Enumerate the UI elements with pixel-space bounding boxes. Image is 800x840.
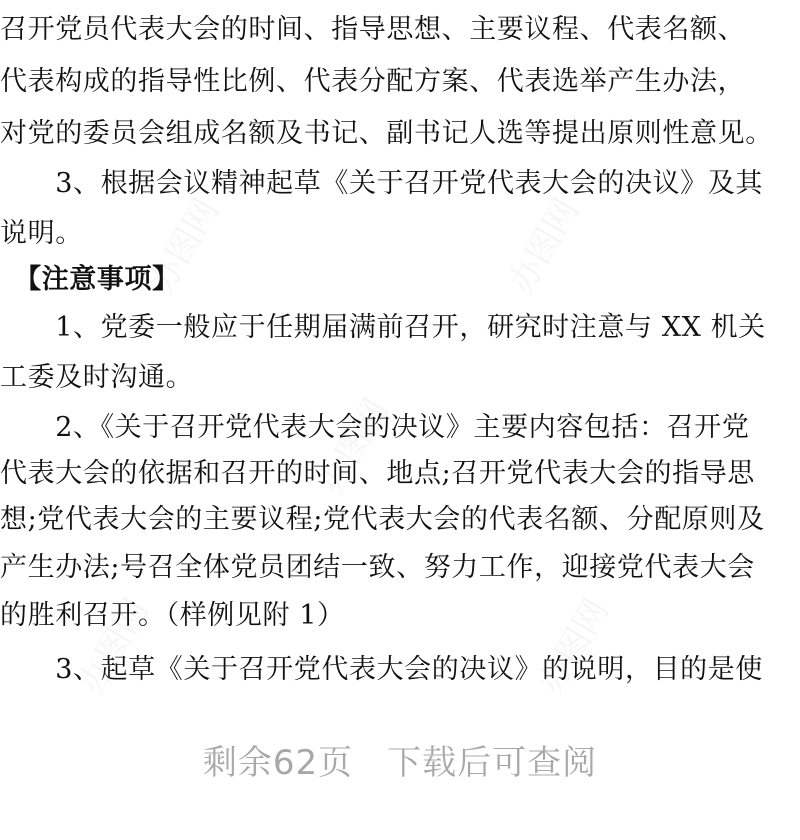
- text-line: 3、根据会议精神起草《关于召开党代表大会的决议》及其: [0, 168, 763, 199]
- text-line: 说明。: [0, 218, 83, 249]
- text-line: 产生办法;号召全体党员团结一致、努力工作，迎接党代表大会: [0, 552, 755, 583]
- text-line: 想;党代表大会的主要议程;党代表大会的代表名额、分配原则及: [0, 504, 765, 535]
- watermark: 办图网: [71, 592, 157, 701]
- watermark: 办图网: [141, 192, 227, 301]
- download-prompt[interactable]: [0, 738, 800, 788]
- text-line: 代表构成的指导性比例、代表分配方案、代表选举产生办法，: [0, 66, 746, 97]
- text-line: 2、《关于召开党代表大会的决议》主要内容包括：召开党: [0, 412, 750, 443]
- text-line: 1、党委一般应于任期届满前召开，研究时注意与 XX 机关: [0, 312, 766, 343]
- remaining-pages-label: 剩余62页: [202, 743, 354, 783]
- text-line: 代表大会的依据和召开的时间、地点;召开党代表大会的指导思: [0, 458, 755, 489]
- text-line: 召开党员代表大会的时间、指导思想、主要议程、代表名额、: [0, 14, 746, 45]
- watermark: 办图网: [311, 392, 397, 501]
- download-hint-label: 下载后可查阅: [387, 743, 598, 783]
- text-line: 工委及时沟通。: [0, 362, 194, 393]
- text-line: 的胜利召开。（样例见附 1）: [0, 600, 345, 631]
- watermark: 办图网: [531, 592, 617, 701]
- text-line: 对党的委员会组成名额及书记、副书记人选等提出原则性意见。: [0, 118, 773, 149]
- watermark: 办图网: [501, 192, 587, 301]
- section-heading: 【注意事项】: [0, 264, 180, 295]
- text-line: 3、起草《关于召开党代表大会的决议》的说明，目的是使: [0, 654, 763, 685]
